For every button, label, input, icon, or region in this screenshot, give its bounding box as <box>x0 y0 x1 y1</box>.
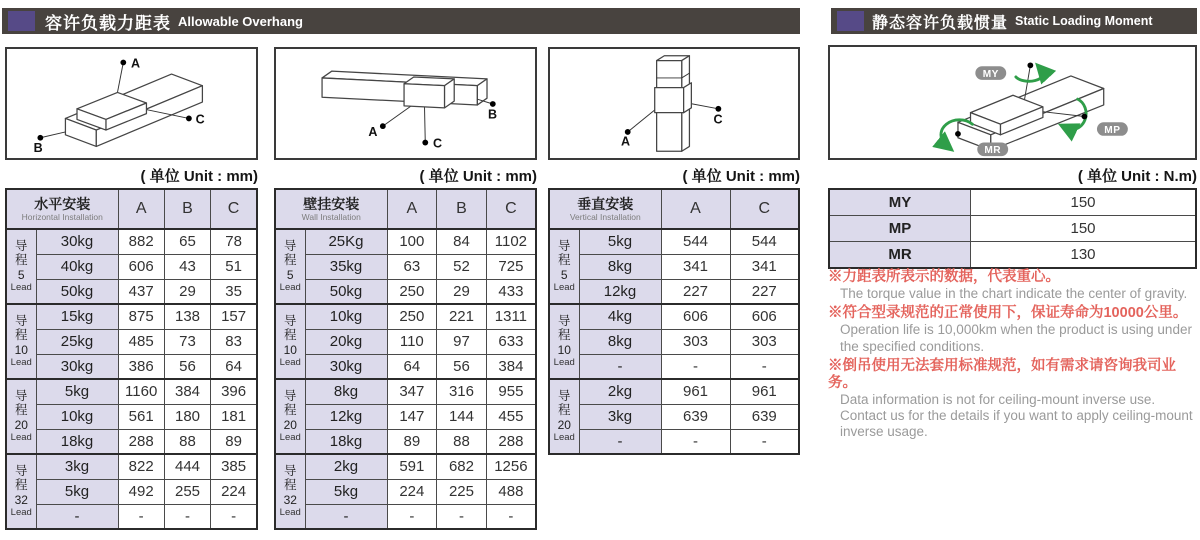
load-cell: 5kg <box>579 229 661 254</box>
column-header: B <box>437 189 487 229</box>
table-row <box>549 329 799 354</box>
accent-square <box>837 11 864 31</box>
value-cell: 89 <box>387 429 437 454</box>
lead-en: Lead <box>10 506 32 518</box>
note-zh: ※符合型录规范的正常使用下，保证寿命为10000公里。 <box>828 305 1188 322</box>
value-cell: 384 <box>164 379 210 404</box>
moment-label: MR <box>829 242 971 269</box>
value-cell: 227 <box>661 279 730 304</box>
value-cell: 606 <box>118 254 164 279</box>
wall-installation-table <box>274 188 537 530</box>
lead-en: Lead <box>553 281 575 293</box>
load-cell: 50kg <box>36 279 118 304</box>
lead-en: Lead <box>10 281 32 293</box>
mp-dot <box>1082 114 1088 120</box>
mr-badge-label: MR <box>984 145 1002 157</box>
value-cell: 56 <box>437 354 487 379</box>
value-cell: 386 <box>118 354 164 379</box>
value-cell: 347 <box>387 379 437 404</box>
value-cell: 303 <box>661 329 730 354</box>
note <box>828 305 1200 354</box>
table-row <box>829 216 1196 242</box>
lead-en: Lead <box>553 431 575 443</box>
label-c: C <box>432 136 443 151</box>
point-a-dot <box>380 123 386 129</box>
load-cell: 25Kg <box>305 229 387 254</box>
label-c: C <box>195 112 205 127</box>
table-row <box>6 304 257 329</box>
point-c-dot <box>186 116 192 122</box>
value-cell: 316 <box>437 379 487 404</box>
table-row <box>549 354 799 379</box>
wall-installation-diagram <box>274 47 537 160</box>
lead-zh: 导程 <box>14 239 28 268</box>
value-cell: 43 <box>164 254 210 279</box>
point-c-dot <box>422 140 428 146</box>
value-cell: - <box>730 354 799 379</box>
lead-number: 32 <box>283 492 297 507</box>
lead-number: 20 <box>557 417 571 432</box>
lead-en: Lead <box>279 356 301 368</box>
lead-number: 32 <box>14 492 28 507</box>
value-cell: - <box>661 354 730 379</box>
table-row <box>549 404 799 429</box>
table-row <box>275 479 536 504</box>
value-cell: 97 <box>437 329 487 354</box>
load-cell: 3kg <box>36 454 118 479</box>
value-cell: 255 <box>164 479 210 504</box>
table-row <box>6 329 257 354</box>
value-cell: 725 <box>486 254 536 279</box>
table-header-row <box>549 189 799 229</box>
my-dot <box>1027 62 1033 68</box>
lead-en: Lead <box>10 356 32 368</box>
column-header: C <box>211 189 257 229</box>
value-cell: 961 <box>730 379 799 404</box>
table-row <box>549 229 799 254</box>
table-row <box>6 454 257 479</box>
point-b-dot <box>37 135 43 141</box>
column-header: C <box>486 189 536 229</box>
table-row <box>829 189 1196 216</box>
lead-label <box>6 304 36 379</box>
load-cell: 8kg <box>579 254 661 279</box>
moment-value: 130 <box>971 242 1197 269</box>
value-cell: 606 <box>730 304 799 329</box>
value-cell: 100 <box>387 229 437 254</box>
lead-number: 20 <box>14 417 28 432</box>
column-header: A <box>118 189 164 229</box>
value-cell: 65 <box>164 229 210 254</box>
value-cell: 961 <box>661 379 730 404</box>
installation-header <box>549 189 661 229</box>
load-cell: 5kg <box>36 479 118 504</box>
installation-title-en: Wall Installation <box>301 211 361 222</box>
moment-value: 150 <box>971 216 1197 242</box>
my-badge-label: MY <box>982 68 999 80</box>
value-cell: 882 <box>118 229 164 254</box>
lead-zh: 导程 <box>14 389 28 418</box>
value-cell: 639 <box>661 404 730 429</box>
note-zh: ※倒吊使用无法套用标准规范，如有需求请咨询我司业务。 <box>828 357 1176 391</box>
lead-number: 10 <box>557 342 571 357</box>
value-cell: 83 <box>211 329 257 354</box>
lead-en: Lead <box>279 281 301 293</box>
value-cell: 639 <box>730 404 799 429</box>
load-cell: 10kg <box>36 404 118 429</box>
value-cell: 78 <box>211 229 257 254</box>
note-zh: ※力距表所表示的数据，代表重心。 <box>828 269 1060 285</box>
load-cell: - <box>579 429 661 454</box>
lead-en: Lead <box>10 431 32 443</box>
accent-square <box>8 11 35 31</box>
value-cell: 29 <box>164 279 210 304</box>
section-title-en: Static Loading Moment <box>1015 14 1153 28</box>
value-cell: 488 <box>486 479 536 504</box>
value-cell: 250 <box>387 279 437 304</box>
lead-zh: 导程 <box>557 239 571 268</box>
section-title-zh: 容许负载力距表 <box>45 13 171 33</box>
table-row <box>6 354 257 379</box>
table-row <box>6 429 257 454</box>
value-cell: - <box>164 504 210 529</box>
load-cell: 25kg <box>36 329 118 354</box>
lead-number: 5 <box>17 267 25 282</box>
value-cell: 225 <box>437 479 487 504</box>
value-cell: 303 <box>730 329 799 354</box>
value-cell: 52 <box>437 254 487 279</box>
section-title-zh: 静态容许负载惯量 <box>872 14 1009 32</box>
value-cell: 1311 <box>486 304 536 329</box>
value-cell: 396 <box>211 379 257 404</box>
column-header: C <box>730 189 799 229</box>
static-moment-table <box>828 188 1197 269</box>
value-cell: - <box>730 429 799 454</box>
lead-en: Lead <box>279 506 301 518</box>
value-cell: 110 <box>387 329 437 354</box>
lead-label <box>549 379 579 454</box>
value-cell: 157 <box>211 304 257 329</box>
lead-en: Lead <box>279 431 301 443</box>
value-cell: 64 <box>387 354 437 379</box>
point-a-dot <box>120 60 126 66</box>
unit-label-nm: ( 单位 Unit : N.m) <box>1077 168 1197 185</box>
lead-zh: 导程 <box>283 239 297 268</box>
lead-label <box>275 379 305 454</box>
allowable-overhang-title-bar <box>2 8 800 34</box>
value-cell: 1102 <box>486 229 536 254</box>
load-cell: 8kg <box>305 379 387 404</box>
table-row <box>275 454 536 479</box>
table-row <box>275 404 536 429</box>
notes-block <box>828 266 1200 441</box>
static-moment-diagram <box>828 45 1197 160</box>
table-row <box>275 429 536 454</box>
load-cell: 2kg <box>305 454 387 479</box>
value-cell: 181 <box>211 404 257 429</box>
value-cell: 288 <box>486 429 536 454</box>
lead-zh: 导程 <box>557 389 571 418</box>
load-cell: 50kg <box>305 279 387 304</box>
table-row <box>6 229 257 254</box>
label-b: B <box>487 107 498 122</box>
mr-dot <box>955 131 961 137</box>
value-cell: - <box>387 504 437 529</box>
installation-title-en: Horizontal Installation <box>21 211 103 222</box>
load-cell: 5kg <box>305 479 387 504</box>
value-cell: 341 <box>661 254 730 279</box>
mp-badge-label: MP <box>1104 124 1121 136</box>
lead-number: 20 <box>283 417 297 432</box>
table-row <box>549 429 799 454</box>
lead-label <box>275 229 305 304</box>
value-cell: 288 <box>118 429 164 454</box>
installation-title-zh: 垂直安装 <box>577 195 634 212</box>
load-cell: 35kg <box>305 254 387 279</box>
table-row <box>6 404 257 429</box>
lead-label <box>275 304 305 379</box>
load-cell: 40kg <box>36 254 118 279</box>
lead-label <box>6 379 36 454</box>
value-cell: 437 <box>118 279 164 304</box>
value-cell: 88 <box>164 429 210 454</box>
value-cell: - <box>118 504 164 529</box>
value-cell: - <box>437 504 487 529</box>
value-cell: 29 <box>437 279 487 304</box>
load-cell: 18kg <box>305 429 387 454</box>
label-a: A <box>131 56 141 71</box>
horizontal-installation-table <box>5 188 258 530</box>
value-cell: 955 <box>486 379 536 404</box>
table-row <box>275 279 536 304</box>
load-cell: 30kg <box>305 354 387 379</box>
value-cell: 544 <box>661 229 730 254</box>
table-row <box>6 379 257 404</box>
point-c-dot <box>715 106 721 112</box>
value-cell: 224 <box>387 479 437 504</box>
table-row <box>549 304 799 329</box>
lead-zh: 导程 <box>14 314 28 343</box>
value-cell: 875 <box>118 304 164 329</box>
installation-title-zh: 壁挂安装 <box>303 195 360 212</box>
value-cell: 221 <box>437 304 487 329</box>
load-cell: 20kg <box>305 329 387 354</box>
load-cell: 30kg <box>36 229 118 254</box>
installation-header <box>6 189 118 229</box>
unit-label-mm: ( 单位 Unit : mm) <box>419 168 537 185</box>
value-cell: 1256 <box>486 454 536 479</box>
value-cell: - <box>486 504 536 529</box>
value-cell: 73 <box>164 329 210 354</box>
horizontal-installation-diagram <box>5 47 258 160</box>
value-cell: 822 <box>118 454 164 479</box>
value-cell: 591 <box>387 454 437 479</box>
load-cell: 5kg <box>36 379 118 404</box>
vertical-installation-diagram <box>548 47 800 160</box>
value-cell: 138 <box>164 304 210 329</box>
value-cell: 544 <box>730 229 799 254</box>
load-cell: 2kg <box>579 379 661 404</box>
value-cell: 385 <box>211 454 257 479</box>
value-cell: 64 <box>211 354 257 379</box>
note-en: Data information is not for ceiling-mount inverse use. Contact us for the details if you want to apply ceiling-mount inverse usage. <box>840 392 1193 440</box>
value-cell: 224 <box>211 479 257 504</box>
load-cell: 18kg <box>36 429 118 454</box>
table-row <box>275 254 536 279</box>
lead-number: 10 <box>14 342 28 357</box>
table-header-row <box>275 189 536 229</box>
unit-label-mm: ( 单位 Unit : mm) <box>682 168 800 185</box>
value-cell: 633 <box>486 329 536 354</box>
column-header: B <box>164 189 210 229</box>
value-cell: 444 <box>164 454 210 479</box>
vertical-installation-table <box>548 188 800 455</box>
lead-en: Lead <box>553 356 575 368</box>
value-cell: 51 <box>211 254 257 279</box>
value-cell: 485 <box>118 329 164 354</box>
lead-label <box>275 454 305 529</box>
installation-header <box>275 189 387 229</box>
installation-title-zh: 水平安装 <box>34 195 91 212</box>
value-cell: 144 <box>437 404 487 429</box>
column-header: A <box>661 189 730 229</box>
load-cell: 15kg <box>36 304 118 329</box>
unit-label-mm: ( 单位 Unit : mm) <box>140 168 258 185</box>
table-row <box>549 379 799 404</box>
installation-title-en: Vertical Installation <box>569 211 641 222</box>
table-row <box>549 279 799 304</box>
load-cell: 10kg <box>305 304 387 329</box>
value-cell: 56 <box>164 354 210 379</box>
note-en: Operation life is 10,000km when the product is using under the specified conditions. <box>840 322 1192 354</box>
value-cell: 88 <box>437 429 487 454</box>
lead-number: 5 <box>286 267 294 282</box>
load-cell: 8kg <box>579 329 661 354</box>
value-cell: 606 <box>661 304 730 329</box>
table-row <box>829 242 1196 269</box>
lead-zh: 导程 <box>283 314 297 343</box>
value-cell: 63 <box>387 254 437 279</box>
table-row <box>275 354 536 379</box>
column-header: A <box>387 189 437 229</box>
moment-value: 150 <box>971 189 1197 216</box>
value-cell: 1160 <box>118 379 164 404</box>
lead-zh: 导程 <box>283 464 297 493</box>
lead-label <box>549 229 579 304</box>
table-row <box>275 504 536 529</box>
lead-zh: 导程 <box>557 314 571 343</box>
value-cell: 455 <box>486 404 536 429</box>
load-cell: - <box>36 504 118 529</box>
label-a: A <box>620 134 630 149</box>
table-row <box>6 504 257 529</box>
value-cell: 682 <box>437 454 487 479</box>
note-en: The torque value in the chart indicate the center of gravity. <box>840 286 1188 302</box>
point-b-dot <box>490 101 496 107</box>
load-cell: 12kg <box>579 279 661 304</box>
value-cell: 492 <box>118 479 164 504</box>
value-cell: 35 <box>211 279 257 304</box>
value-cell: 561 <box>118 404 164 429</box>
lead-label <box>6 229 36 304</box>
load-cell: 3kg <box>579 404 661 429</box>
load-cell: - <box>579 354 661 379</box>
load-cell: 12kg <box>305 404 387 429</box>
moment-label: MP <box>829 216 971 242</box>
lead-label <box>549 304 579 379</box>
table-row <box>275 379 536 404</box>
value-cell: 341 <box>730 254 799 279</box>
value-cell: 227 <box>730 279 799 304</box>
value-cell: - <box>661 429 730 454</box>
note <box>828 269 1200 302</box>
table-row <box>6 479 257 504</box>
value-cell: - <box>211 504 257 529</box>
lead-zh: 导程 <box>283 389 297 418</box>
value-cell: 250 <box>387 304 437 329</box>
value-cell: 180 <box>164 404 210 429</box>
lead-label <box>6 454 36 529</box>
table-row <box>275 229 536 254</box>
value-cell: 84 <box>437 229 487 254</box>
label-c: C <box>713 112 723 127</box>
label-a: A <box>368 124 378 139</box>
lead-number: 5 <box>560 267 568 282</box>
load-cell: - <box>305 504 387 529</box>
value-cell: 147 <box>387 404 437 429</box>
moment-label: MY <box>829 189 971 216</box>
table-header-row <box>6 189 257 229</box>
table-row <box>275 329 536 354</box>
value-cell: 89 <box>211 429 257 454</box>
table-row <box>6 254 257 279</box>
note <box>828 358 1200 441</box>
lead-number: 10 <box>283 342 297 357</box>
static-loading-moment-title-bar <box>831 8 1197 34</box>
table-row <box>275 304 536 329</box>
load-cell: 30kg <box>36 354 118 379</box>
value-cell: 384 <box>486 354 536 379</box>
table-row <box>6 279 257 304</box>
section-title-en: Allowable Overhang <box>178 13 303 29</box>
lead-zh: 导程 <box>14 464 28 493</box>
value-cell: 433 <box>486 279 536 304</box>
table-row <box>549 254 799 279</box>
label-b: B <box>33 141 43 156</box>
load-cell: 4kg <box>579 304 661 329</box>
